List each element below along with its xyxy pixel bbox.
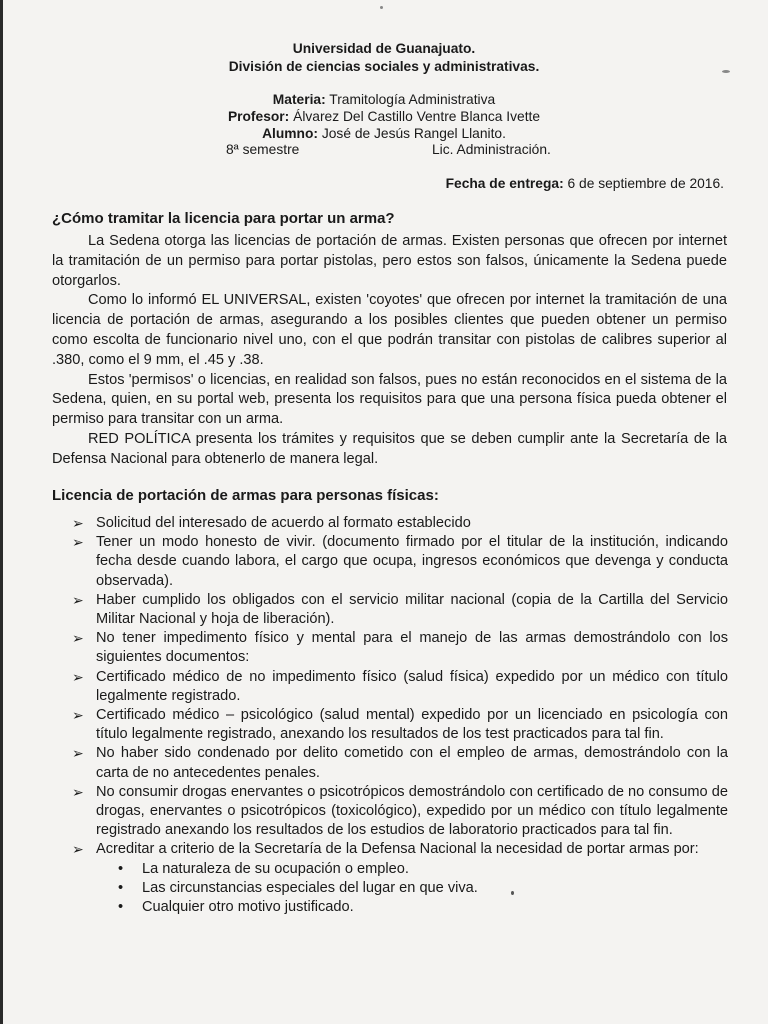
section-title-licencia: Licencia de portación de armas para personas físicas: [52,487,439,504]
dot-bullet-icon: • [118,879,124,896]
sub-list-item: • Las circunstancias especiales del lugar en que viva. [96,879,728,898]
sub-list-item: • La naturaleza de su ocupación o empleo. [96,860,728,879]
list-item: ➢ No haber sido condenado por delito cometido con el empleo de armas, demostrándolo con la carta de no antecedentes penales. [72,745,728,781]
list-item: ➢ No tener impedimento físico y mental para el manejo de las armas demostrándolo con los siguientes documentos: [72,630,728,666]
arrow-bullet-icon: ➢ [72,534,84,551]
profesor-value: Álvarez Del Castillo Ventre Blanca Ivette [293,109,541,124]
arrow-bullet-icon: ➢ [72,515,84,531]
fecha-value: 6 de septiembre de 2016. [567,176,724,191]
paragraph: Como lo informó EL UNIVERSAL, existen 'coyotes' que ofrecen por internet la tramitación de una licencia de portación de armas, asegurando a los posibles clientes que pueden obtener un permiso como escolta de funcionario nivel uno, con el que podrán transitar con pistolas de calibres superior al .380, como el 9 mm, el .45 y .38. [52,292,727,368]
materia-label: Materia: [272,92,326,107]
alumno-value: José de Jesús Rangel Llanito. [321,126,506,141]
paragraph: La Sedena otorga las licencias de portación de armas. Existen personas que ofrecen por internet la tramitación de un permiso para portar pistolas, pero estos son falsos, únicamente la Sedena puede otorgarlos. [52,233,727,289]
division-name: División de ciencias sociales y administrativas. [228,59,540,74]
arrow-bullet-icon: ➢ [72,630,84,647]
scan-speck [380,6,383,9]
carrera: Lic. Administración. [432,142,551,157]
section1-body [52,232,727,470]
requirements-list [52,514,728,917]
list-item: ➢ Haber cumplido los obligados con el servicio militar nacional (copia de la Cartilla del Servicio Militar Nacional y hoja de liberación). [72,591,728,628]
arrow-bullet-icon: ➢ [72,841,84,858]
dot-bullet-icon: • [118,899,124,916]
sub-list-item: • Cualquier otro motivo justificado. [96,898,728,917]
fecha-label: Fecha de entrega: [445,176,564,191]
scan-edge-shadow [0,0,3,1024]
arrow-bullet-icon: ➢ [72,668,84,685]
profesor-line [0,108,768,126]
materia-value: Tramitología Administrativa [329,92,496,107]
paragraph: RED POLÍTICA presenta los trámites y requisitos que se deben cumplir ante la Secretaría de la Defensa Nacional para obtenerlo de manera legal. [52,430,727,467]
list-item: ➢ Solicitud del interesado de acuerdo al formato establecido [52,514,728,533]
materia-line [0,91,768,109]
arrow-bullet-icon: ➢ [72,591,84,608]
profesor-label: Profesor: [227,109,290,124]
list-item: ➢ Certificado médico de no impedimento físico (salud física) expedido por un médico con título legalmente registrado. [72,668,728,704]
paragraph: Estos 'permisos' o licencias, en realidad son falsos, pues no están reconocidos en el sistema de la Sedena, quien, en su portal web, presenta los requisitos para que una persona física pueda obtener el permiso para transitar con un arma. [52,371,727,428]
alumno-label: Alumno: [262,126,319,141]
list-item: ➢ Certificado médico – psicológico (salud mental) expedido por un licenciado en psicología con título legalmente registrado, anexando los resultados de los test practicados para tal fin. [72,707,728,743]
fecha-entrega [446,176,724,191]
arrow-bullet-icon: ➢ [72,707,84,724]
semestre: 8ª semestre [226,142,300,157]
alumno-line [0,125,768,143]
dot-bullet-icon: • [118,860,124,877]
list-item: ➢ No consumir drogas enervantes o psicotrópicos demostrándolo con certificado de no consumo de drogas, enervantes o psicotrópicos (toxicológico), expedido por un médico con título legalmente registrado anexando los resultados de los estudios de laboratorio practicados para tal fin. [72,783,728,839]
sub-list [96,860,728,918]
list-item: ➢ Acreditar a criterio de la Secretaría de la Defensa Nacional la necesidad de portar armas por: • La naturaleza de su ocupación o empleo. • Las circunstancias especiales del lugar en que viva. • Cualquier otro motivo justificado. [52,840,728,917]
university-name: Universidad de Guanajuato. [292,41,476,56]
list-item: ➢ Tener un modo honesto de vivir. (documento firmado por el titular de la institución, indicando fecha desde cuando labora, el cargo que ocupa, ingresos económicos que devenga y conducta observada). [72,534,728,589]
arrow-bullet-icon: ➢ [72,783,84,800]
section-title-tramitar: ¿Cómo tramitar la licencia para portar un arma? [52,210,395,227]
arrow-bullet-icon: ➢ [72,745,84,762]
